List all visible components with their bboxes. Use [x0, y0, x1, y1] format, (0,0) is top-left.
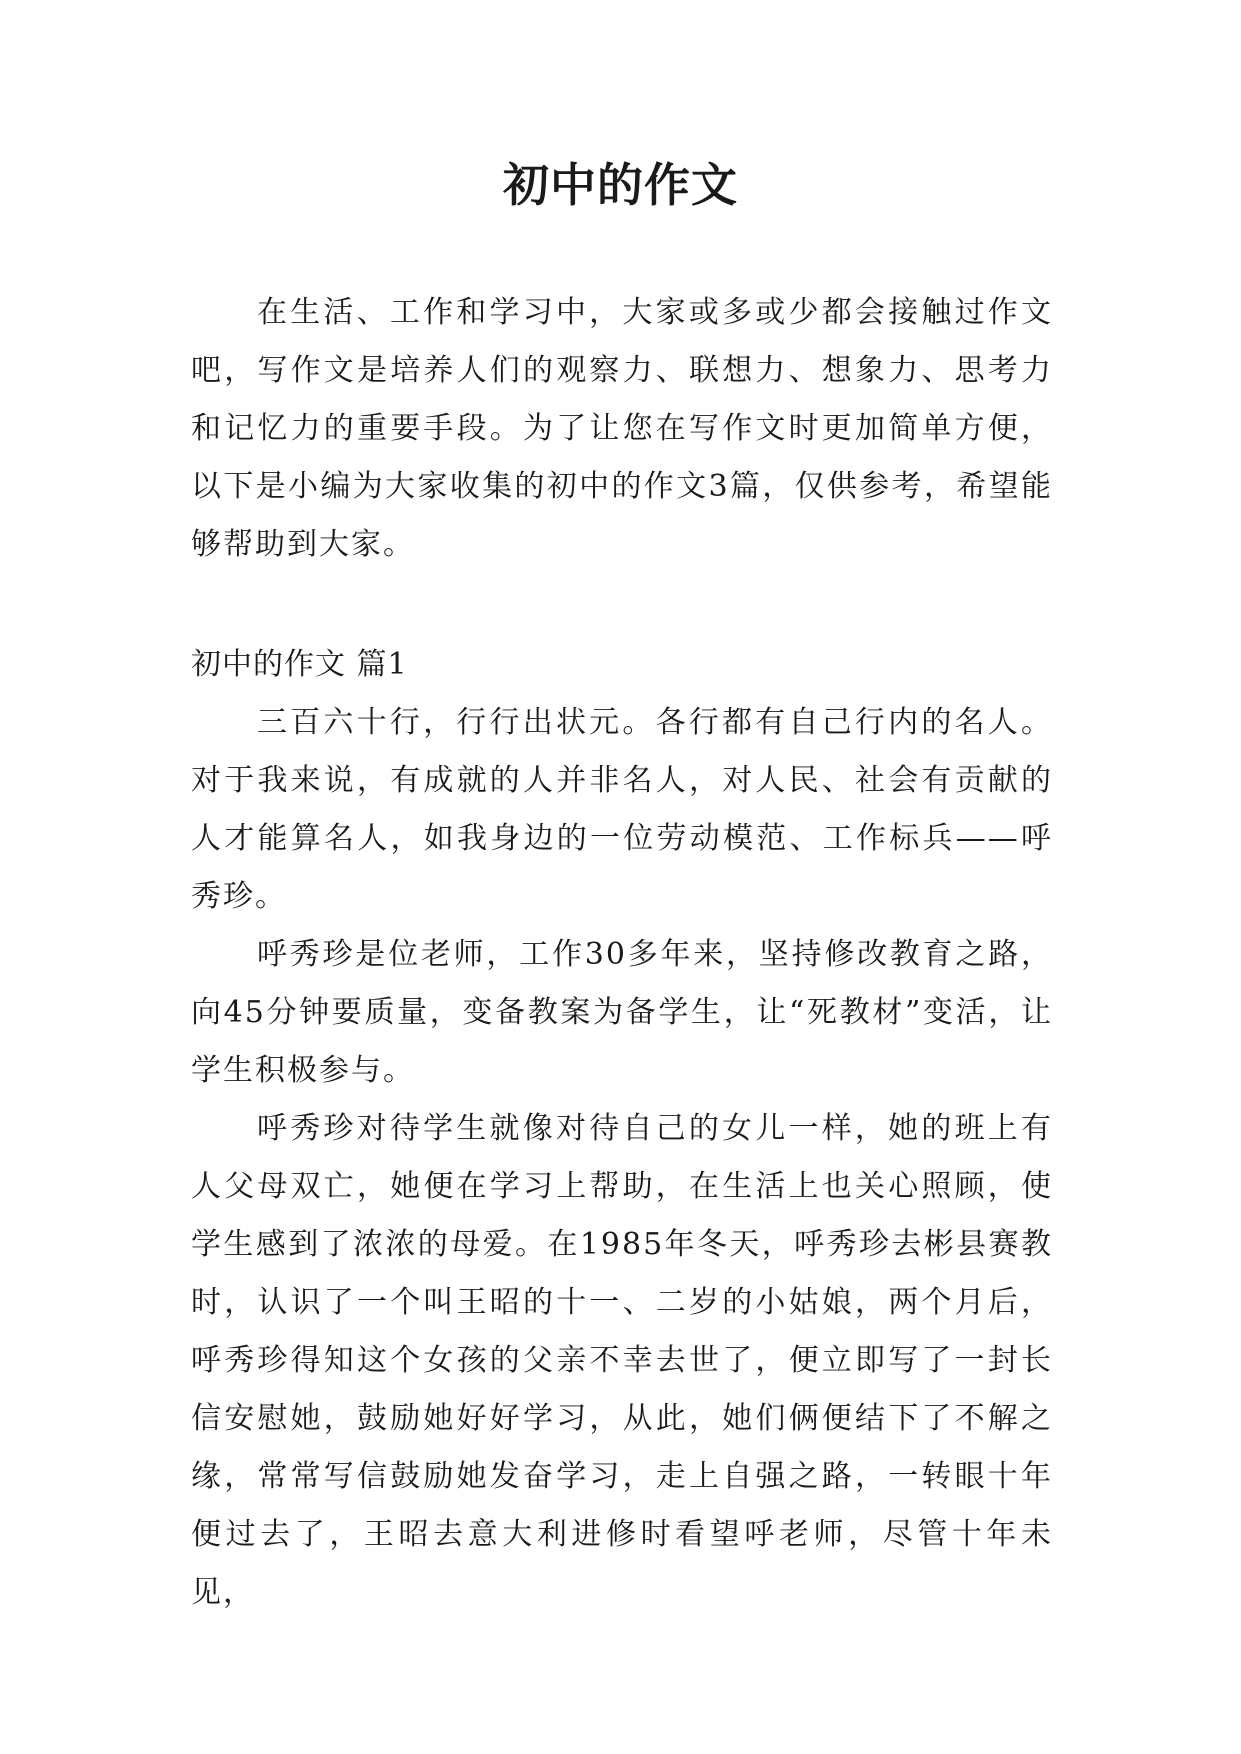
body-paragraph: 三百六十行，行行出状元。各行都有自己行内的名人。对于我来说，有成就的人并非名人，对人民、社会有贡献的人才能算名人，如我身边的一位劳动模范、工作标兵——呼秀珍。 — [191, 705, 1053, 914]
body-paragraph: 呼秀珍是位老师，工作30多年来，坚持修改教育之路，向45分钟要质量，变备教案为备学生，让“死教材”变活，让学生积极参与。 — [191, 937, 1053, 1088]
document-body — [191, 284, 1053, 1622]
page-title: 初中的作文 — [503, 158, 738, 212]
body-paragraph: 呼秀珍对待学生就像对待自己的女儿一样，她的班上有人父母双亡，她便在学习上帮助，在生活上也关心照顾，使学生感到了浓浓的母爱。在1985年冬天，呼秀珍去彬县赛教时，认识了一个叫王昭的十一、二岁的小姑娘，两个月后，呼秀珍得知这个女孩的父亲不幸去世了，便立即写了一封长信安慰她，鼓励她好好学习，从此，她们俩便结下了不解之缘，常常写信鼓励她发奋学习，走上自强之路，一转眼十年便过去了，王昭去意大利进修时看望呼老师，尽管十年未见， — [191, 1111, 1053, 1610]
section-heading: 初中的作文 篇1 — [191, 647, 408, 682]
intro-paragraph: 在生活、工作和学习中，大家或多或少都会接触过作文吧，写作文是培养人们的观察力、联想力、想象力、思考力和记忆力的重要手段。为了让您在写作文时更加简单方便，以下是小编为大家收集的初中的作文3篇，仅供参考，希望能够帮助到大家。 — [191, 295, 1053, 562]
